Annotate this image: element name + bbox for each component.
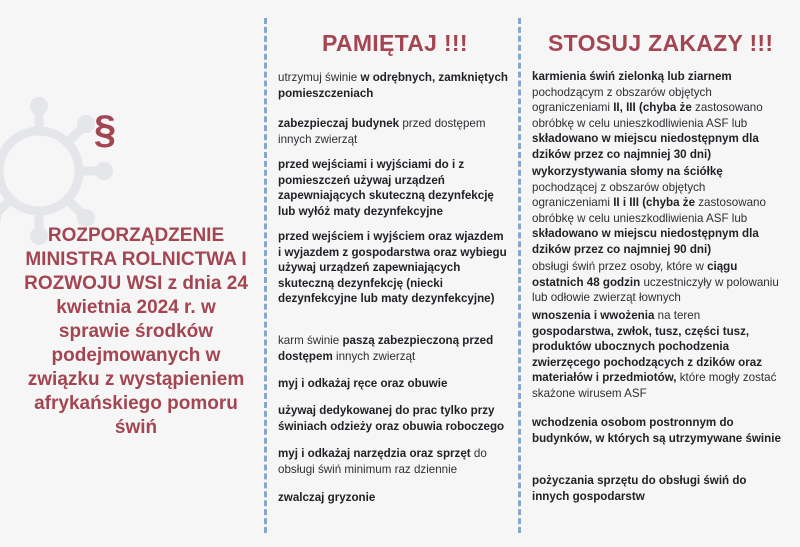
bold-text: składowano w miejscu niedostępnym dla dzików przez co najmniej 90 dni)	[532, 227, 759, 256]
remember-item	[278, 116, 508, 147]
text-segment: przed dostępem innych zwierząt	[278, 117, 486, 146]
paragraph-section-icon: §	[93, 108, 117, 152]
text-segment: obsługi świń przez osoby, które w	[532, 260, 708, 273]
ban-item	[532, 259, 782, 306]
text-segment: do obsługi świń minimum raz dziennie	[278, 447, 487, 476]
ban-item	[532, 473, 782, 504]
remember-item	[278, 403, 508, 434]
text-segment: zastosowano obróbkę w celu unieszkodliwienia ASF lub	[532, 101, 763, 130]
bold-text: w odrębnych, zamkniętych pomieszczeniach	[278, 71, 509, 100]
bold-text: karmienia świń zielonką lub ziarnem	[532, 70, 732, 83]
text-segment: innych zwierząt	[332, 349, 416, 363]
column-divider-right	[518, 18, 521, 533]
remember-heading: PAMIĘTAJ !!!	[322, 30, 468, 56]
remember-item	[278, 157, 508, 219]
remember-item	[278, 490, 508, 506]
bold-text: wchodzenia osobom postronnym do budynków, w których są utrzymywane świnie	[532, 416, 781, 445]
bold-text: ciągu ostatnich 48 godzin	[532, 260, 738, 289]
bold-text: przed wejściami i wyjściami do i z pomieszczeń używaj urządzeń zapewniających skuteczną dezynfekcję lub wyłóż maty dezynfekcyjne	[278, 158, 494, 218]
regulation-title: ROZPORZĄDZENIE MINISTRA ROLNICTWA I ROZWOJU WSI z dnia 24 kwietnia 2024 r. w sprawie środków podejmowanych w związku z wystąpieniem afrykańskiego pomoru świń	[24, 225, 248, 438]
bold-text: myj i odkażaj ręce oraz obuwie	[278, 377, 448, 390]
bold-text: zabezpieczaj budynek	[278, 117, 400, 130]
remember-item	[278, 229, 508, 307]
text-segment: pochodzącym z obszarów objętych ograniczeniami	[532, 85, 712, 114]
bold-text: pożyczania sprzętu do obsługi świń do innych gospodarstw	[532, 474, 747, 503]
column-divider-left	[264, 18, 267, 533]
text-segment: uczestniczyły w polowaniu lub odłowie zwierząt łownych	[532, 275, 779, 304]
text-segment: na teren	[654, 309, 701, 322]
bold-text: II i III (chyba że	[613, 196, 696, 209]
text-segment: utrzymuj świnie	[278, 71, 361, 84]
bold-text: składowano w miejscu niedostępnym dla dzików przez co najmniej 30 dni)	[532, 132, 759, 161]
text-segment: zastosowano obróbkę w celu unieszkodliwienia ASF lub	[532, 196, 766, 225]
text-segment: karm świnie	[278, 334, 343, 347]
bold-text: wykorzystywania słomy na ściółkę	[532, 165, 723, 178]
remember-item	[278, 70, 508, 101]
bold-text: gospodarstwa, zwłok, tusz, części tusz, produktów ubocznych pochodzenia zwierzęcego pochodzących z dzików oraz materiałów i przedmiotów,	[532, 324, 762, 384]
ban-item	[532, 164, 782, 257]
remember-item	[278, 376, 508, 392]
remember-item	[278, 333, 508, 364]
remember-item	[278, 446, 508, 477]
ban-item	[532, 308, 782, 401]
bold-text: używaj dedykowanej do prac tylko przy świniach odzieży oraz obuwia roboczego	[278, 404, 505, 433]
bold-text: wnoszenia i wwożenia	[532, 309, 655, 322]
bold-text: II, III (chyba że	[613, 101, 692, 114]
bans-heading: STOSUJ ZAKAZY !!!	[548, 30, 774, 56]
ban-item	[532, 415, 782, 446]
bold-text: przed wejściem i wyjściem oraz wjazdem i wyjazdem z gospodarstwa oraz wybiegu używaj urządzeń zapewniających skuteczną dezynfekcję (niecki dezynfekcyjne lub maty dezynfekcyjne)	[278, 230, 507, 305]
ban-item	[532, 69, 782, 162]
bold-text: myj i odkażaj narzędzia oraz sprzęt	[278, 447, 471, 460]
text-segment: pochodzącej z obszarów objętych ograniczeniami	[532, 180, 706, 209]
regulation-panel	[0, 0, 264, 547]
bold-text: paszą zabezpieczoną przed dostępem	[278, 334, 494, 363]
text-segment: które mogły zostać skażone wirusem ASF	[532, 371, 777, 400]
bold-text: zwalczaj gryzonie	[278, 491, 376, 504]
